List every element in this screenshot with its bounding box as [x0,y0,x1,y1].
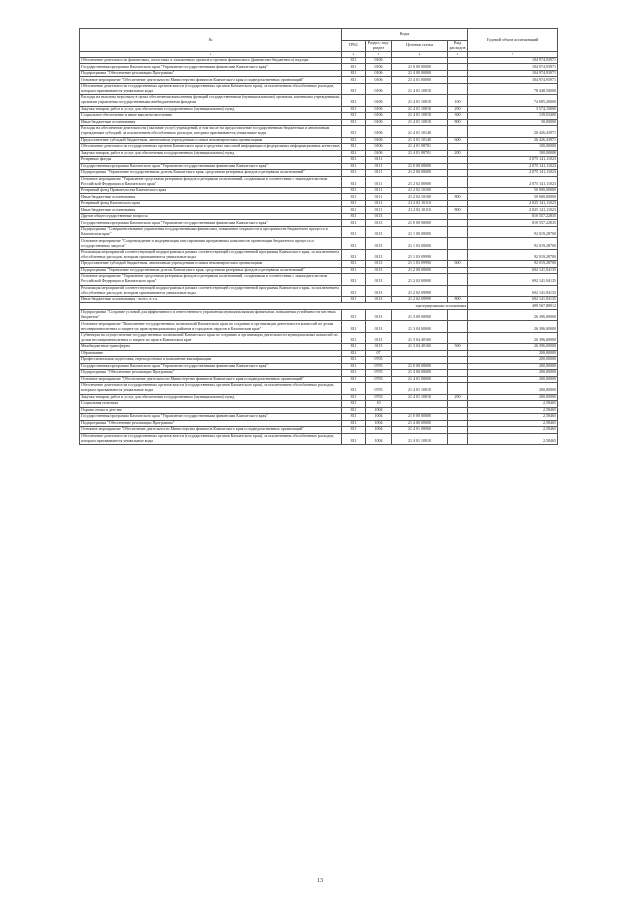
row-name: Реализация мероприятий соответствующей подпрограммы в рамках соответствующей государственной программы Камчатского края, за исключением обособленных расходов, которым присваиваются уникальные коды [80,249,342,260]
row-amount: 139,03400 [468,113,558,120]
row-razdel: 0106 [366,95,392,106]
row-amount: 26 396,00000 [468,344,558,351]
row-grbs: 811 [342,414,366,421]
row-grbs: 811 [342,344,366,351]
row-expense-type: 800 [448,194,468,201]
table-row [80,238,558,249]
row-grbs: 811 [342,70,366,77]
row-amount: 200,00000 [468,350,558,357]
row-razdel: 0705 [366,363,392,370]
row-name: Охрана семьи и детства [80,407,342,414]
row-grbs: 811 [342,433,366,444]
row-amount: 200,00000 [468,370,558,377]
row-name: Государственная программа Камчатского края "Управление государственными финансами Камчатского края" [80,64,342,71]
row-expense-type: 800 [448,119,468,126]
row-expense-type: 800 [448,207,468,214]
row-grbs: 811 [342,126,366,137]
row-razdel: 0106 [366,70,392,77]
row-razdel: 0106 [366,106,392,113]
row-target-article: 21 4 01 00000 [392,376,448,383]
row-name: Социальная политика [80,401,342,408]
row-razdel: 0106 [366,126,392,137]
row-target-article: 21 2 02 10100 [392,187,448,194]
row-target-article: 21 1 03 00000 [392,238,448,249]
row-name: Основное мероприятие "Выполнение государственных полномочий Камчатского края по созданию и организации деятельности комиссий по делам несовершеннолетних и защите их прав муниципальных районов и городских округов в Камчатском крае" [80,321,342,332]
row-amount: 499 567,88912 [468,303,558,310]
row-grbs: 811 [342,267,366,274]
row-name: Подпрограмма "Совершенствование управления государственными финансами, повышение открытости и прозрачности бюджетного процесса в Камчатском крае" [80,226,342,237]
row-razdel: 1004 [366,427,392,434]
row-razdel: 0106 [366,137,392,144]
row-expense-type: 500 [448,344,468,351]
row-razdel: 1004 [366,407,392,414]
row-amount: 2,58465 [468,433,558,444]
row-name: Государственная программа Камчатского края "Управление государственными финансами Камчатского края" [80,220,342,227]
row-expense-type [448,332,468,343]
row-razdel: 0113 [366,220,392,227]
header-celevaya: Целевая статья [392,40,448,52]
row-target-article: 21 4 01 10140 [392,137,448,144]
row-target-article: 21 4 01 10010 [392,119,448,126]
row-target-article: 21 2 02 09990 [392,285,448,296]
row-amount: 26 396,00000 [468,332,558,343]
table-row [80,332,558,343]
row-amount: 2,58465 [468,427,558,434]
row-razdel: 0113 [366,213,392,220]
row-amount: 200,00000 [468,376,558,383]
row-name: Субвенции на осуществление государственных полномочий Камчатского края по созданию и организации деятельности муниципальных комиссий по делам несовершеннолетних и защите их прав в Камчатском крае [80,332,342,343]
row-amount: 2 075 141,11023 [468,163,558,170]
row-grbs: 811 [342,420,366,427]
row-name: Основное мероприятие "Управление средствами резервных фондов и резервами ассигнований, созданными в соответствии с законодательством Российской Федерации и Камчатского края" [80,274,342,285]
row-name: Резервные фонды [80,157,342,164]
row-expense-type [448,126,468,137]
row-name: Иные бюджетные ассигнования [80,119,342,126]
table-row [80,321,558,332]
table-row [80,226,558,237]
row-amount: 50,00000 [468,119,558,126]
table-row [80,274,558,285]
row-target-article: 21 4 00 00000 [392,370,448,377]
row-grbs: 811 [342,274,366,285]
table-row [80,126,558,137]
row-target-article: 21 2 02 09990 [392,296,448,303]
row-target-article: 21 4 01 00000 [392,427,448,434]
row-amount: 810 557,22835 [468,213,558,220]
row-grbs: 811 [342,332,366,343]
row-expense-type: 600 [448,261,468,268]
row-amount: 92 019,28700 [468,261,558,268]
row-razdel: 0113 [366,261,392,268]
row-amount: 2 075 141,11023 [468,157,558,164]
row-amount: 2 075 141,11023 [468,170,558,177]
row-name: Подпрограмма "Обеспечение реализации Программы" [80,70,342,77]
row-expense-type [448,433,468,444]
row-razdel: 0113 [366,226,392,237]
row-name: Основное мероприятие "Обеспечение деятельности Министерства финансов Камчатского края и подведомственных организаций" [80,77,342,84]
row-grbs: 811 [342,170,366,177]
row-amount: 26 396,00000 [468,309,558,320]
table-row [80,433,558,444]
row-razdel: 0106 [366,113,392,120]
row-target-article: 21 4 01 10010 [392,433,448,444]
row-razdel: 0705 [366,370,392,377]
table-row [80,95,558,106]
row-amount: 92 019,28700 [468,238,558,249]
row-razdel: 10 [366,401,392,408]
row-target-article: 21 4 01 98701 [392,150,448,157]
row-amount: 50 000,00000 [468,194,558,201]
row-name: Основное мероприятие "Обеспечение деятельности Министерства финансов Камчатского края и подведомственных организаций" [80,376,342,383]
row-grbs: 811 [342,285,366,296]
row-target-article: 21 2 02 00000 [392,176,448,187]
budget-table [79,28,558,445]
row-amount: 26 426,43971 [468,126,558,137]
header-amount: Годовой объем ассигнований [468,29,558,52]
page-number: 13 [317,878,323,884]
row-amount: 692 141,94135 [468,296,558,303]
row-target-article: 21 2 00 00000 [392,170,448,177]
row-razdel: 1004 [366,433,392,444]
row-target-article: 21 4 01 10010 [392,113,448,120]
row-razdel: 07 [366,350,392,357]
row-grbs: 811 [342,357,366,364]
row-target-article: 21 4 00 00000 [392,70,448,77]
row-amount: 92 019,28700 [468,226,558,237]
row-name: Обеспечение деятельности государственных органов власти (государственных органов Камчатского края), за исключением обособленных расходов, которым присваиваются уникальные коды [80,433,342,444]
row-amount: 2 075 141,11023 [468,176,558,187]
row-name: Подпрограмма "Управление государственным долгом Камчатского края, средствами резервных фондов и резервами ассигнований" [80,170,342,177]
row-grbs: 811 [342,194,366,201]
table-row [80,83,558,94]
table-row [80,383,558,394]
row-grbs: 811 [342,376,366,383]
row-grbs: 811 [342,157,366,164]
header-vid: Вид расходов [448,40,468,52]
row-expense-type: 200 [448,106,468,113]
header-codes: Коды [342,29,468,41]
row-expense-type: 100 [448,95,468,106]
row-grbs: 811 [342,370,366,377]
row-amount: 200,00000 [468,383,558,394]
row-amount: 74 685,20000 [468,95,558,106]
row-grbs: 811 [342,401,366,408]
header-razdel: Раздел, под-раздел [366,40,392,52]
row-note: зарезервированные ассигнования [80,303,468,310]
row-name: Закупка товаров, работ и услуг для обеспечения государственных (муниципальных) нужд [80,150,342,157]
row-amount: 26 396,00000 [468,321,558,332]
row-razdel: 0111 [366,157,392,164]
row-target-article: 21 4 00 00000 [392,420,448,427]
row-razdel: 0113 [366,309,392,320]
row-name: Подпрограмма "Создание условий для эффективного и ответственного управления муниципальными финансами, повышения устойчивости местных бюджетов" [80,309,342,320]
colnum: 5 [448,52,468,58]
row-name: Иные бюджетные ассигнования [80,207,342,214]
row-amount: 92 019,28700 [468,249,558,260]
row-name: Подпрограмма "Обеспечение реализации Программы" [80,370,342,377]
row-name: Государственная программа Камчатского края "Управление государственными финансами Камчатского края" [80,163,342,170]
row-amount: 692 141,94135 [468,285,558,296]
row-name: Другие общегосударственные вопросы [80,213,342,220]
row-target-article: 21 4 01 10010 [392,383,448,394]
row-name: Межбюджетные трансферты [80,344,342,351]
row-name: Предоставление субсидий бюджетным, автономным учреждениям и иным некоммерческим организациям [80,137,342,144]
row-target-article: 21 1 00 00000 [392,226,448,237]
row-target-article: 21 4 01 10010 [392,83,448,94]
row-razdel: 1004 [366,414,392,421]
row-grbs: 811 [342,350,366,357]
row-amount: 78 448,50000 [468,83,558,94]
row-target-article: 21 0 00 00000 [392,414,448,421]
row-amount: 100,00000 [468,144,558,151]
row-name: Обеспечение деятельности государственных органов власти (государственных органов Камчатского края), за исключением обособленных расходов, которым присваиваются уникальные коды [80,83,342,94]
row-grbs: 811 [342,383,366,394]
row-expense-type [448,83,468,94]
row-grbs: 811 [342,226,366,237]
row-grbs: 811 [342,77,366,84]
row-name: Резервный фонд Правительства Камчатского края [80,187,342,194]
colnum: 1 [80,52,342,58]
row-razdel: 0113 [366,249,392,260]
row-razdel: 0106 [366,64,392,71]
row-amount: 100,00000 [468,150,558,157]
row-razdel: 0111 [366,170,392,177]
row-grbs: 811 [342,238,366,249]
row-name: Обеспечение деятельности государственных органов власти (государственных органов Камчатского края), за исключением обособленных расходов, которым присваиваются уникальные коды [80,383,342,394]
row-grbs: 811 [342,106,366,113]
row-target-article: 21 2 02 00000 [392,274,448,285]
row-name: Основное мероприятие "Управление средствами резервных фондов и резервами ассигнований, созданными в соответствии с законодательством Российской Федерации и Камчатского края" [80,176,342,187]
row-target-article: 21 0 00 00000 [392,163,448,170]
row-target-article: 21 2 02 10100 [392,194,448,201]
header-grbs: ГРБС [342,40,366,52]
row-expense-type: 300 [448,113,468,120]
row-amount: 2 025 141,11023 [468,200,558,207]
row-amount: 200,00000 [468,394,558,401]
row-razdel: 0111 [366,207,392,214]
row-grbs: 811 [342,57,366,64]
row-target-article: 21 3 04 40160 [392,332,448,343]
row-amount: 692 141,94135 [468,267,558,274]
row-target-article: 21 4 01 10010 [392,95,448,106]
row-expense-type [448,226,468,237]
row-razdel: 1004 [366,420,392,427]
row-target-article: 21 2 02 10110 [392,200,448,207]
row-razdel: 0113 [366,238,392,249]
row-name: Обеспечение деятельности финансовых, налоговых и таможенных органов и органов финансового (финансово-бюджетного) надзора [80,57,342,64]
row-razdel: 0111 [366,163,392,170]
row-name: Закупка товаров, работ и услуг для обеспечения государственных (муниципальных) нужд [80,394,342,401]
row-grbs: 811 [342,113,366,120]
row-name: Предоставление субсидий бюджетным, автономным учреждениям и иным некоммерческим организациям [80,261,342,268]
colnum: 2 [342,52,366,58]
row-expense-type [448,321,468,332]
budget-document [79,28,557,445]
row-expense-type: 200 [448,394,468,401]
row-razdel: 0705 [366,394,392,401]
row-amount: 26 426,43971 [468,137,558,144]
row-amount: 50 000,00000 [468,187,558,194]
row-grbs: 811 [342,249,366,260]
row-grbs: 811 [342,176,366,187]
row-expense-type [448,238,468,249]
row-target-article: 21 3 00 00000 [392,309,448,320]
row-grbs: 811 [342,407,366,414]
row-razdel: 0705 [366,376,392,383]
row-razdel: 0106 [366,83,392,94]
colnum: 4 [392,52,448,58]
row-expense-type [448,176,468,187]
colnum: 7 [468,52,558,58]
row-target-article: 21 4 01 98701 [392,144,448,151]
header-num: № [80,29,342,52]
table-row [80,176,558,187]
row-target-article: 21 2 02 10110 [392,207,448,214]
row-expense-type: 800 [448,296,468,303]
row-grbs: 811 [342,427,366,434]
row-grbs: 811 [342,150,366,157]
row-name: Государственная программа Камчатского края "Управление государственными финансами Камчатского края" [80,414,342,421]
row-grbs: 811 [342,207,366,214]
row-target-article: 21 0 00 00000 [392,220,448,227]
row-amount: 2,58465 [468,420,558,427]
row-target-article: 21 4 01 00000 [392,77,448,84]
row-target-article: 21 1 03 09990 [392,249,448,260]
row-name: Основное мероприятие "Обеспечение деятельности Министерства финансов Камчатского края и подведомственных организаций" [80,427,342,434]
row-grbs: 811 [342,309,366,320]
row-target-article: 21 0 00 00000 [392,64,448,71]
row-expense-type [448,285,468,296]
row-target-article: 21 4 01 10010 [392,106,448,113]
row-amount: 200,00000 [468,357,558,364]
row-grbs: 811 [342,220,366,227]
row-name: Расходы на обеспечение деятельности (оказание услуг) учреждений, в том числе на предоставление государственным бюджетным и автономным учреждениям субсидий, за исключением обособленных расходов, которым присваиваются уникальные коды [80,126,342,137]
row-expense-type: 200 [448,150,468,157]
row-grbs: 811 [342,83,366,94]
row-name: Иные бюджетные ассигнования [80,194,342,201]
row-razdel: 0113 [366,267,392,274]
row-expense-type [448,249,468,260]
row-amount: 104 974,93971 [468,64,558,71]
row-amount: 2,58465 [468,407,558,414]
row-name: Расходы на выплаты персоналу в целях обеспечения выполнения функций государственными (муниципальными) органами, казенными учреждениями, органами управления государственными внебюджетными фондами [81,94,340,105]
row-grbs: 811 [342,95,366,106]
row-name: Закупка товаров, работ и услуг для обеспечения государственных (муниципальных) нужд [80,106,342,113]
table-row [80,249,558,260]
row-grbs: 811 [342,163,366,170]
row-name: Подпрограмма "Управление государственным долгом Камчатского края, средствами резервных фондов и резервами ассигнований" [80,267,342,274]
row-name: Основное мероприятие "Сопровождение и модернизация глиссирования программных комплексов организации бюджетного процесса и государственных закупок" [80,238,342,249]
row-razdel: 0113 [366,285,392,296]
row-razdel: 0106 [366,57,392,64]
row-razdel: 0705 [366,357,392,364]
row-amount: 104 974,93971 [468,77,558,84]
row-razdel: 0113 [366,274,392,285]
row-target-article: 21 4 01 10010 [392,394,448,401]
table-body [80,57,558,444]
row-name: Иные бюджетные ассигнования - всего, в т.ч. [80,296,342,303]
row-grbs: 811 [342,119,366,126]
row-amount: 810 557,22835 [468,220,558,227]
row-grbs: 811 [342,213,366,220]
row-razdel: 0113 [366,332,392,343]
table-row [80,309,558,320]
row-amount: 2 025 141,11023 [468,207,558,214]
row-grbs: 811 [342,363,366,370]
row-target-article: 21 2 00 00000 [392,267,448,274]
row-grbs: 811 [342,187,366,194]
row-name: Обеспечение деятельности государственных органов Камчатского края в средствах массовой информации и федеральных информационных агентствах [81,143,340,149]
row-name: Резервный фонд Камчатского края [80,200,342,207]
table-row [80,285,558,296]
row-target-article: 21 1 03 09990 [392,261,448,268]
row-razdel: 0113 [366,296,392,303]
row-amount: 692 141,94135 [468,274,558,285]
row-grbs: 811 [342,321,366,332]
row-amount: 2,58465 [468,414,558,421]
row-expense-type: 600 [448,137,468,144]
row-target-article: 21 3 04 00000 [392,321,448,332]
row-grbs: 811 [342,144,366,151]
row-razdel: 0106 [366,150,392,157]
row-target-article: 21 4 01 10140 [392,126,448,137]
row-razdel: 0106 [366,77,392,84]
row-name: Реализация мероприятий соответствующей подпрограммы в рамках соответствующей государственной программы Камчатского края, за исключением обособленных расходов, которым присваиваются уникальные коды [80,285,342,296]
row-razdel: 0111 [366,187,392,194]
row-name: Профессиональная подготовка, переподготовка и повышение квалификации [80,357,342,364]
row-razdel: 0113 [366,321,392,332]
row-razdel: 0113 [366,344,392,351]
row-name: Подпрограмма "Обеспечение реализации Программы" [80,420,342,427]
row-name: Образование [80,350,342,357]
row-amount: 104 974,93971 [468,57,558,64]
colnum: 3 [366,52,392,58]
row-grbs: 811 [342,137,366,144]
row-razdel: 0106 [366,144,392,151]
row-target-article: 21 0 00 00000 [392,363,448,370]
row-name: Социальное обеспечение и иные выплаты населению [80,113,342,120]
row-target-article: 21 3 04 40160 [392,344,448,351]
row-razdel: 0111 [366,200,392,207]
row-razdel: 0111 [366,176,392,187]
row-grbs: 811 [342,296,366,303]
row-grbs: 811 [342,200,366,207]
row-razdel: 0111 [366,194,392,201]
row-expense-type [448,309,468,320]
row-amount: 2,58465 [468,401,558,408]
row-grbs: 811 [342,394,366,401]
row-expense-type [448,383,468,394]
row-name: Государственная программа Камчатского края "Управление государственными финансами Камчатского края" [80,363,342,370]
row-razdel: 0705 [366,383,392,394]
row-grbs: 811 [342,261,366,268]
row-amount: 3 574,10000 [468,106,558,113]
row-amount: 200,00000 [468,363,558,370]
row-razdel: 0106 [366,119,392,126]
row-expense-type [448,274,468,285]
row-amount: 104 974,93971 [468,70,558,77]
row-grbs: 811 [342,64,366,71]
